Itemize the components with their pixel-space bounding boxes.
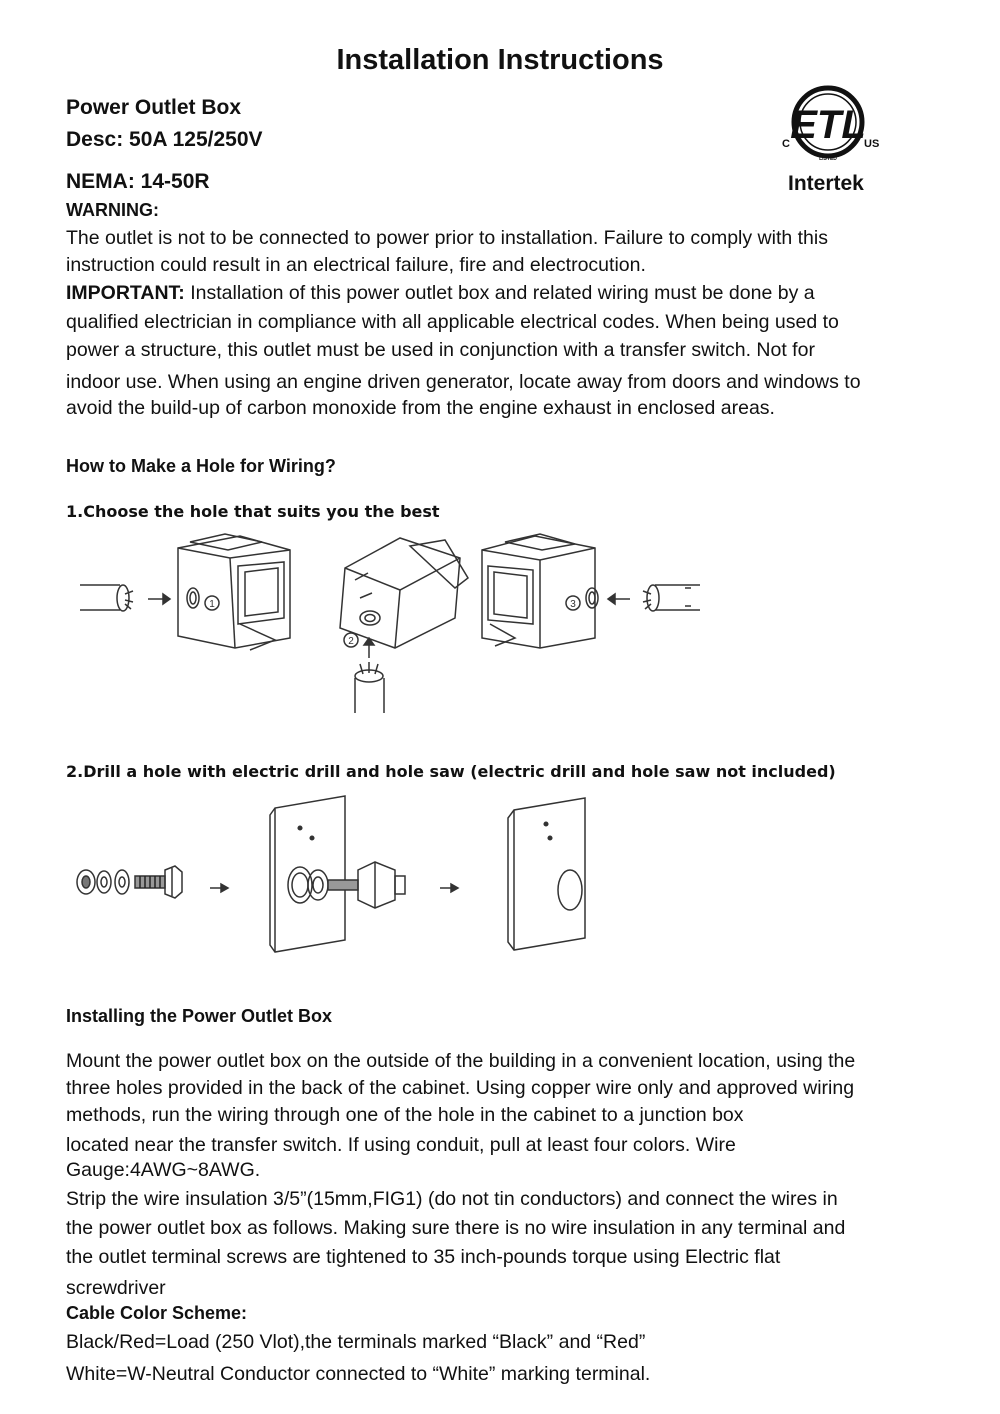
panel-with-drill-icon [270, 796, 405, 952]
arrow-up-icon [364, 638, 374, 658]
etl-mark-text: ETL [790, 103, 866, 147]
cable-line-1: Black/Red=Load (250 Vlot),the terminals marked “Black” and “Red” [66, 1331, 646, 1353]
cable-bottom-icon [355, 662, 384, 713]
warning-label: WARNING: [66, 200, 159, 220]
marker-2-icon [344, 633, 358, 647]
outlet-box-1-icon [178, 534, 290, 650]
etl-listed-logo [776, 80, 886, 200]
warning-line-1: The outlet is not to be connected to power prior to installation. Failure to comply with this [66, 227, 828, 249]
important-line-1-text: Installation of this power outlet box and related wiring must be done by a [184, 282, 815, 304]
product-name: Power Outlet Box [66, 96, 242, 119]
product-desc: Desc: 50A 125/250V [66, 128, 263, 151]
install-line-5: Gauge:4AWG~8AWG. [66, 1159, 261, 1181]
cable-right-icon [643, 585, 700, 611]
marker-1-icon [205, 596, 219, 610]
svg-text:2: 2 [348, 636, 354, 647]
hole-section-heading: How to Make a Hole for Wiring? [66, 456, 336, 476]
arrow-left-icon [608, 594, 630, 604]
important-line-2: qualified electrician in compliance with all applicable electrical codes. When being used to [66, 311, 839, 333]
product-nema: NEMA: 14-50R [66, 170, 210, 193]
install-section-heading: Installing the Power Outlet Box [66, 1006, 333, 1026]
page-title: Installation Instructions [336, 44, 664, 76]
svg-text:1: 1 [209, 599, 215, 610]
outlet-box-2-icon [340, 538, 468, 648]
arrow-right-icon [148, 594, 170, 604]
etl-left-letter: C [782, 138, 790, 150]
install-line-4: located near the transfer switch. If using conduit, pull at least four colors. Wire [66, 1134, 736, 1156]
important-label: IMPORTANT: [66, 282, 185, 304]
etl-right-letters: US [864, 138, 880, 150]
cable-left-icon [80, 585, 133, 611]
arrow-right-icon [210, 884, 228, 892]
drill-hole-illustration [0, 790, 1000, 960]
svg-text:3: 3 [570, 599, 576, 610]
important-line-4: indoor use. When using an engine driven generator, locate away from doors and windows to [66, 371, 861, 393]
install-line-6: Strip the wire insulation 3/5”(15mm,FIG1) (do not tin conductors) and connect the wires in [66, 1188, 838, 1210]
install-line-8: the outlet terminal screws are tightened to 35 inch-pounds torque using Electric flat [66, 1246, 781, 1268]
marker-3-icon [566, 596, 580, 610]
hole-saw-parts-icon [77, 866, 182, 898]
install-line-7: the power outlet box as follows. Making sure there is no wire insulation in any terminal and [66, 1217, 846, 1239]
choose-hole-illustration [0, 528, 1000, 728]
panel-with-hole-icon [508, 798, 585, 950]
important-line-1 [66, 279, 815, 307]
etl-under-text: LISTED [819, 156, 837, 162]
warning-line-2: instruction could result in an electrical failure, fire and electrocution. [66, 254, 646, 276]
step-2-text: 2.Drill a hole with electric drill and hole saw (electric drill and hole saw not included) [66, 762, 836, 781]
outlet-box-3-icon [482, 534, 598, 648]
install-line-2: three holes provided in the back of the cabinet. Using copper wire only and approved wiring [66, 1077, 855, 1099]
important-line-5: avoid the build-up of carbon monoxide from the engine exhaust in enclosed areas. [66, 397, 775, 419]
cable-line-2: White=W-Neutral Conductor connected to “White” marking terminal. [66, 1363, 651, 1385]
cable-heading: Cable Color Scheme: [66, 1303, 248, 1323]
install-line-3: methods, run the wiring through one of the hole in the cabinet to a junction box [66, 1104, 744, 1126]
install-line-1: Mount the power outlet box on the outside of the building in a convenient location, using the [66, 1050, 856, 1072]
arrow-right-icon [440, 884, 458, 892]
intertek-brand: Intertek [788, 172, 864, 195]
important-line-3: power a structure, this outlet must be used in conjunction with a transfer switch. Not for [66, 339, 815, 361]
step-1-text: 1.Choose the hole that suits you the best [66, 502, 440, 521]
install-line-9: screwdriver [66, 1277, 166, 1299]
